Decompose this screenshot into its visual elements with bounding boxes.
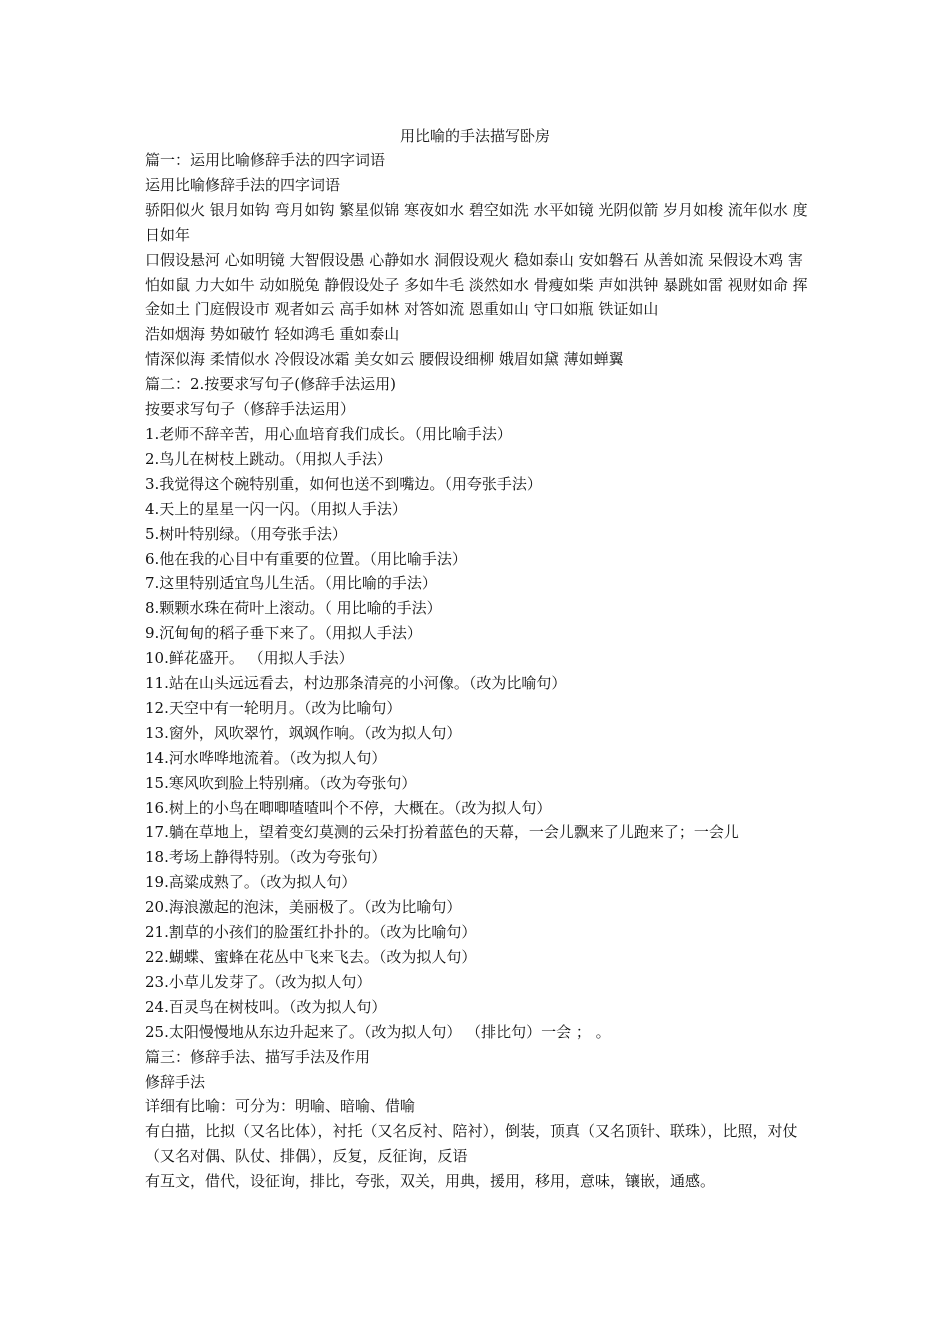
text-paragraph: 口假设悬河 心如明镜 大智假设愚 心静如水 洞假设观火 稳如泰山 安如磐石 从善如流 呆假设木鸡 害怕如鼠 力大如牛 动如脱兔 静假设处子 多如牛毛 淡然如水 骨瘦如柴 声如洪钟 暴跳如雷 视财如命 挥金如土 门庭假设市 观者如云 高手如林 对答如流 恩重如山 守口如瓶 铁证如山 bbox=[145, 250, 808, 319]
section-heading: 篇三：修辞手法、描写手法及作用 bbox=[145, 1047, 371, 1066]
list-item: 9.沉甸甸的稻子垂下来了。（用拟人手法） bbox=[145, 624, 422, 643]
list-item: 25.太阳慢慢地从东边升起来了。（改为拟人句） （排比句）一会 ； 。 bbox=[145, 1022, 611, 1041]
list-item: 22.蝴蝶、蜜蜂在花丛中飞来飞去。（改为拟人句） bbox=[145, 948, 477, 966]
list-item: 18.考场上静得特别。（改为夸张句） bbox=[145, 848, 387, 867]
list-item: 4.天上的星星一闪一闪。（用拟人手法） bbox=[145, 499, 407, 518]
text-paragraph: 骄阳似火 银月如钩 弯月如钩 繁星似锦 寒夜如水 碧空如洗 水平如镜 光阴似箭 岁月如梭 流年似水 度日如年 bbox=[145, 200, 808, 244]
text-line: 浩如烟海 势如破竹 轻如鸿毛 重如泰山 bbox=[145, 325, 400, 344]
text-line: 修辞手法 bbox=[145, 1072, 206, 1091]
list-item: 11.站在山头远远看去，村边那条清亮的小河像。（改为比喻句） bbox=[145, 674, 567, 693]
document-body bbox=[145, 148, 815, 1194]
list-item: 21.割草的小孩们的脸蛋红扑扑的。（改为比喻句） bbox=[145, 923, 477, 942]
list-item: 12.天空中有一轮明月。（改为比喻句） bbox=[145, 698, 402, 717]
list-item: 17.躺在草地上，望着变幻莫测的云朵打扮着蓝色的天幕，一会儿飘来了儿跑来了；一会儿 bbox=[145, 823, 739, 842]
list-item: 15.寒风吹到脸上特别痛。（改为夸张句） bbox=[145, 773, 417, 792]
text-line: 情深似海 柔情似水 冷假设冰霜 美女如云 腰假设细柳 娥眉如黛 薄如蝉翼 bbox=[145, 350, 624, 369]
list-item: 13.窗外，风吹翠竹，飒飒作响。（改为拟人句） bbox=[145, 723, 462, 742]
text-line: 详细有比喻：可分为：明喻、暗喻、借喻 bbox=[145, 1097, 416, 1116]
list-item: 2.鸟儿在树枝上跳动。（用拟人手法） bbox=[145, 449, 392, 468]
text-paragraph: 有白描，比拟（又名比体），衬托（又名反衬、陪衬），倒装，顶真（又名顶针、联珠），比照，对仗（又名对偶、队仗、排偶），反复，反征询，反语 bbox=[145, 1122, 798, 1166]
document-title: 用比喻的手法描写卧房 bbox=[399, 127, 550, 145]
text-line: 按要求写句子（修辞手法运用） bbox=[145, 400, 356, 419]
section-heading: 篇二：2.按要求写句子(修辞手法运用) bbox=[145, 375, 397, 394]
list-item: 1.老师不辞辛苦，用心血培育我们成长。（用比喻手法） bbox=[145, 424, 512, 443]
list-item: 24.百灵鸟在树枝叫。（改为拟人句） bbox=[145, 997, 387, 1016]
list-item: 20.海浪激起的泡沫，美丽极了。（改为比喻句） bbox=[145, 898, 462, 917]
list-item: 3.我觉得这个碗特别重，如何也送不到嘴边。（用夸张手法） bbox=[145, 474, 542, 493]
list-item: 5.树叶特别绿。（用夸张手法） bbox=[145, 524, 347, 543]
list-item: 19.高粱成熟了。（改为拟人句） bbox=[145, 873, 357, 892]
list-item: 6.他在我的心目中有重要的位置。（用比喻手法） bbox=[145, 549, 467, 568]
list-item: 16.树上的小鸟在唧唧喳喳叫个不停，大概在。（改为拟人句） bbox=[145, 798, 552, 817]
list-item: 10.鲜花盛开。 （用拟人手法） bbox=[145, 649, 354, 668]
list-item: 14.河水哗哗地流着。（改为拟人句） bbox=[145, 748, 387, 767]
text-line: 有互文，借代，设征询，排比，夸张，双关，用典，援用，移用，意味，镶嵌，通感。 bbox=[145, 1172, 716, 1191]
list-item: 23.小草儿发芽了。（改为拟人句） bbox=[145, 972, 372, 991]
text-line: 运用比喻修辞手法的四字词语 bbox=[145, 175, 341, 194]
list-item: 8.颗颗水珠在荷叶上滚动。（ 用比喻的手法） bbox=[145, 599, 442, 618]
text-line: 篇一：运用比喻修辞手法的四字词语 bbox=[145, 151, 386, 169]
list-item: 7.这里特别适宜鸟儿生活。（用比喻的手法） bbox=[145, 574, 437, 593]
